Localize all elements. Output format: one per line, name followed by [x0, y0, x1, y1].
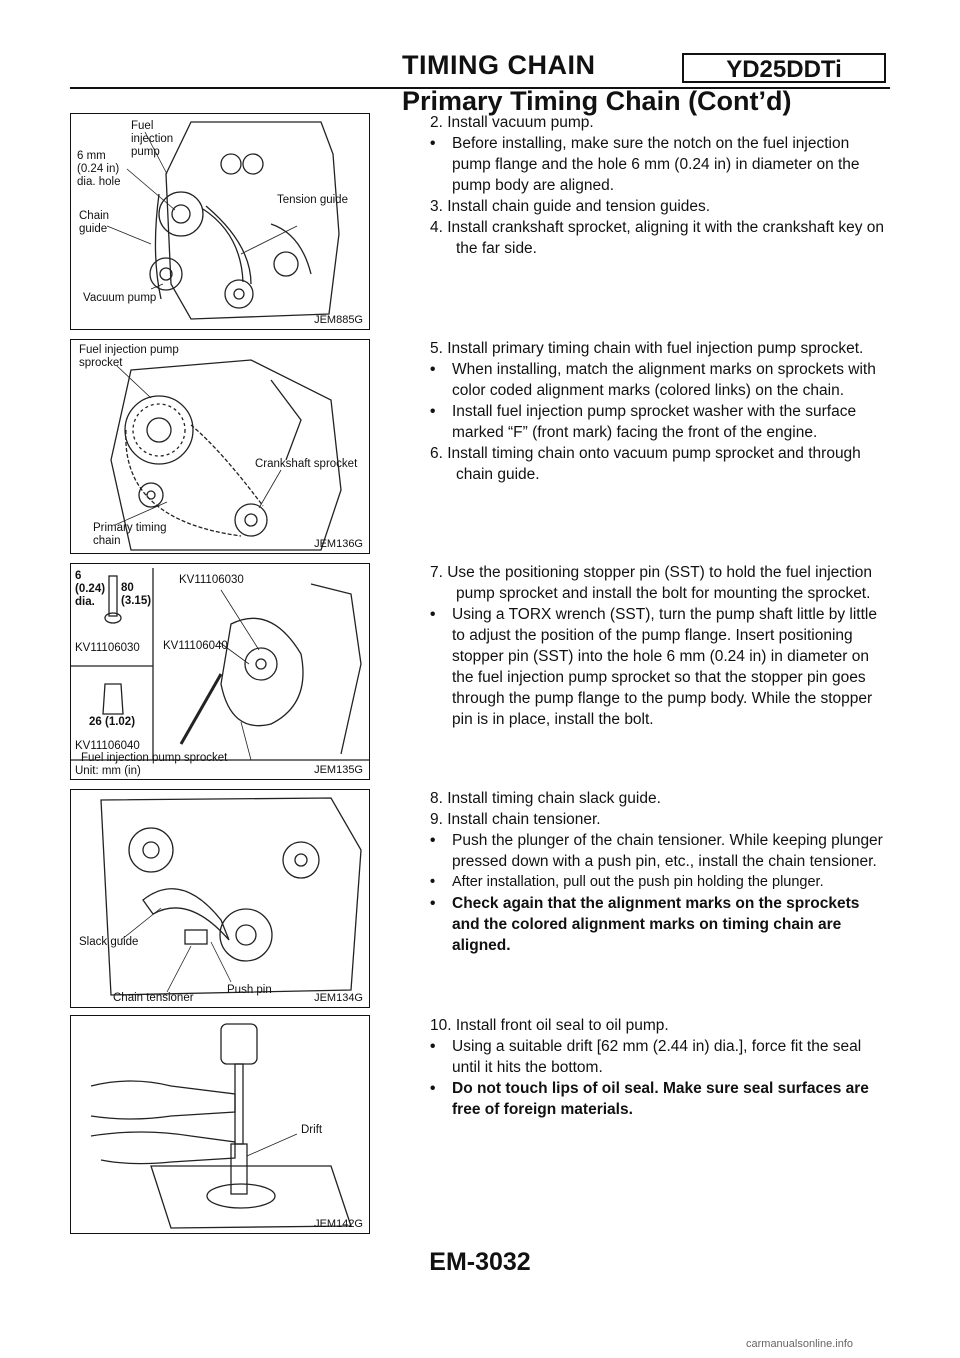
- label-slack-guide: Slack guide: [79, 936, 139, 948]
- watermark: carmanualsonline.info: [746, 1338, 854, 1350]
- note: • Push the plunger of the chain tensioner. While keeping plunger pressed down with a push pin, etc., install the chain tensioner.: [430, 830, 890, 872]
- label-vacuum-pump: Vacuum pump: [83, 292, 157, 304]
- text-section-1: [430, 112, 890, 259]
- label-tool-2-callout: KV11106040: [163, 640, 228, 652]
- step-6: 6. Install timing chain onto vacuum pump sprocket and through chain guide.: [430, 445, 861, 483]
- label-wrench-size: 26 (1.02): [89, 716, 136, 728]
- drift-diagram: [71, 1016, 370, 1234]
- label-crankshaft-sprocket: Crankshaft sprocket: [255, 458, 358, 470]
- text-section-3: [430, 562, 890, 730]
- label-tool-1: KV11106030: [75, 642, 140, 654]
- label-dia-hole: 6 mm (0.24 in) dia. hole: [77, 150, 121, 188]
- text-section-4: [430, 788, 890, 956]
- figure-code: JEM885G: [314, 314, 363, 326]
- label-tool-1-callout: KV11106030: [179, 574, 244, 586]
- label-tension-guide: Tension guide: [277, 194, 348, 206]
- page-number: EM-3032: [429, 1248, 531, 1276]
- label-pump-sprocket: Fuel injection pump sprocket: [79, 344, 179, 369]
- figure-jem136g: [70, 339, 370, 554]
- figure-jem135g: [70, 563, 370, 780]
- step-10: 10. Install front oil seal to oil pump.: [430, 1017, 669, 1034]
- label-chain-tensioner: Chain tensioner: [113, 992, 194, 1004]
- label-pump-sprocket: Fuel injection pump sprocket: [81, 752, 228, 764]
- label-pin-length: 80 (3.15): [121, 582, 152, 607]
- label-pin-dia: 6 (0.24) dia.: [75, 570, 106, 608]
- note: • Install fuel injection pump sprocket washer with the surface marked “F” (front mark) facing the front of the engine.: [430, 401, 890, 443]
- step-8: 8. Install timing chain slack guide.: [430, 790, 661, 807]
- label-unit: Unit: mm (in): [75, 765, 141, 777]
- engine-diagram-4: [71, 790, 370, 1008]
- figure-jem134g: [70, 789, 370, 1008]
- step-2: 2. Install vacuum pump.: [430, 114, 594, 131]
- figure-code: JEM135G: [314, 764, 363, 776]
- label-primary-timing-chain: Primary timing chain: [93, 522, 167, 547]
- text-section-2: [430, 338, 890, 485]
- step-4: 4. Install crankshaft sprocket, aligning it with the crankshaft key on the far side.: [430, 219, 885, 257]
- note: • Before installing, make sure the notch on the fuel injection pump flange and the hole 6 mm (0.24 in) in diameter on the pump body are aligned.: [430, 133, 890, 196]
- caution-note: • Do not touch lips of oil seal. Make sure seal surfaces are free of foreign materials.: [430, 1078, 890, 1120]
- text-section-5: [430, 1015, 890, 1120]
- figure-code: JEM142G: [314, 1218, 363, 1230]
- label-chain-guide: Chain guide: [79, 210, 110, 235]
- figure-jem885g: [70, 113, 370, 330]
- step-7: 7. Use the positioning stopper pin (SST) to hold the fuel injection pump sprocket and install the bolt for mounting the sprocket.: [430, 564, 873, 602]
- figure-code: JEM136G: [314, 538, 363, 550]
- note: • Using a TORX wrench (SST), turn the pump shaft little by little to adjust the position of the pump flange. Insert positioning stopper pin (SST) into the hole 6 mm (0.24 in) in diameter on the fuel injection pump sprocket so that the stopper pin goes through the pump flange to the pump body. While the stopper pin is in place, install the bolt.: [430, 604, 890, 730]
- section-title: TIMING CHAIN: [402, 50, 596, 80]
- label-drift: Drift: [301, 1124, 323, 1136]
- step-3: 3. Install chain guide and tension guides.: [430, 198, 711, 215]
- step-9: 9. Install chain tensioner.: [430, 811, 601, 828]
- note: • When installing, match the alignment marks on sprockets with color coded alignment marks (colored links) on the chain.: [430, 359, 890, 401]
- label-fuel-injection-pump: Fuel injection pump: [131, 120, 174, 158]
- caution-note: • Check again that the alignment marks on the sprockets and the colored alignment marks on timing chain are aligned.: [430, 893, 890, 956]
- label-tool-2: KV11106040: [75, 740, 140, 752]
- figure-code: JEM134G: [314, 992, 363, 1004]
- note: • After installation, pull out the push pin holding the plunger.: [430, 872, 890, 893]
- page-subtitle: Primary Timing Chain (Cont’d): [402, 86, 792, 116]
- model-badge: YD25DDTi: [682, 53, 886, 83]
- figure-jem142g: [70, 1015, 370, 1234]
- label-push-pin: Push pin: [227, 984, 272, 996]
- note: • Using a suitable drift [62 mm (2.44 in) dia.], force fit the seal until it hits the bottom.: [430, 1036, 890, 1078]
- step-5: 5. Install primary timing chain with fuel injection pump sprocket.: [430, 340, 864, 357]
